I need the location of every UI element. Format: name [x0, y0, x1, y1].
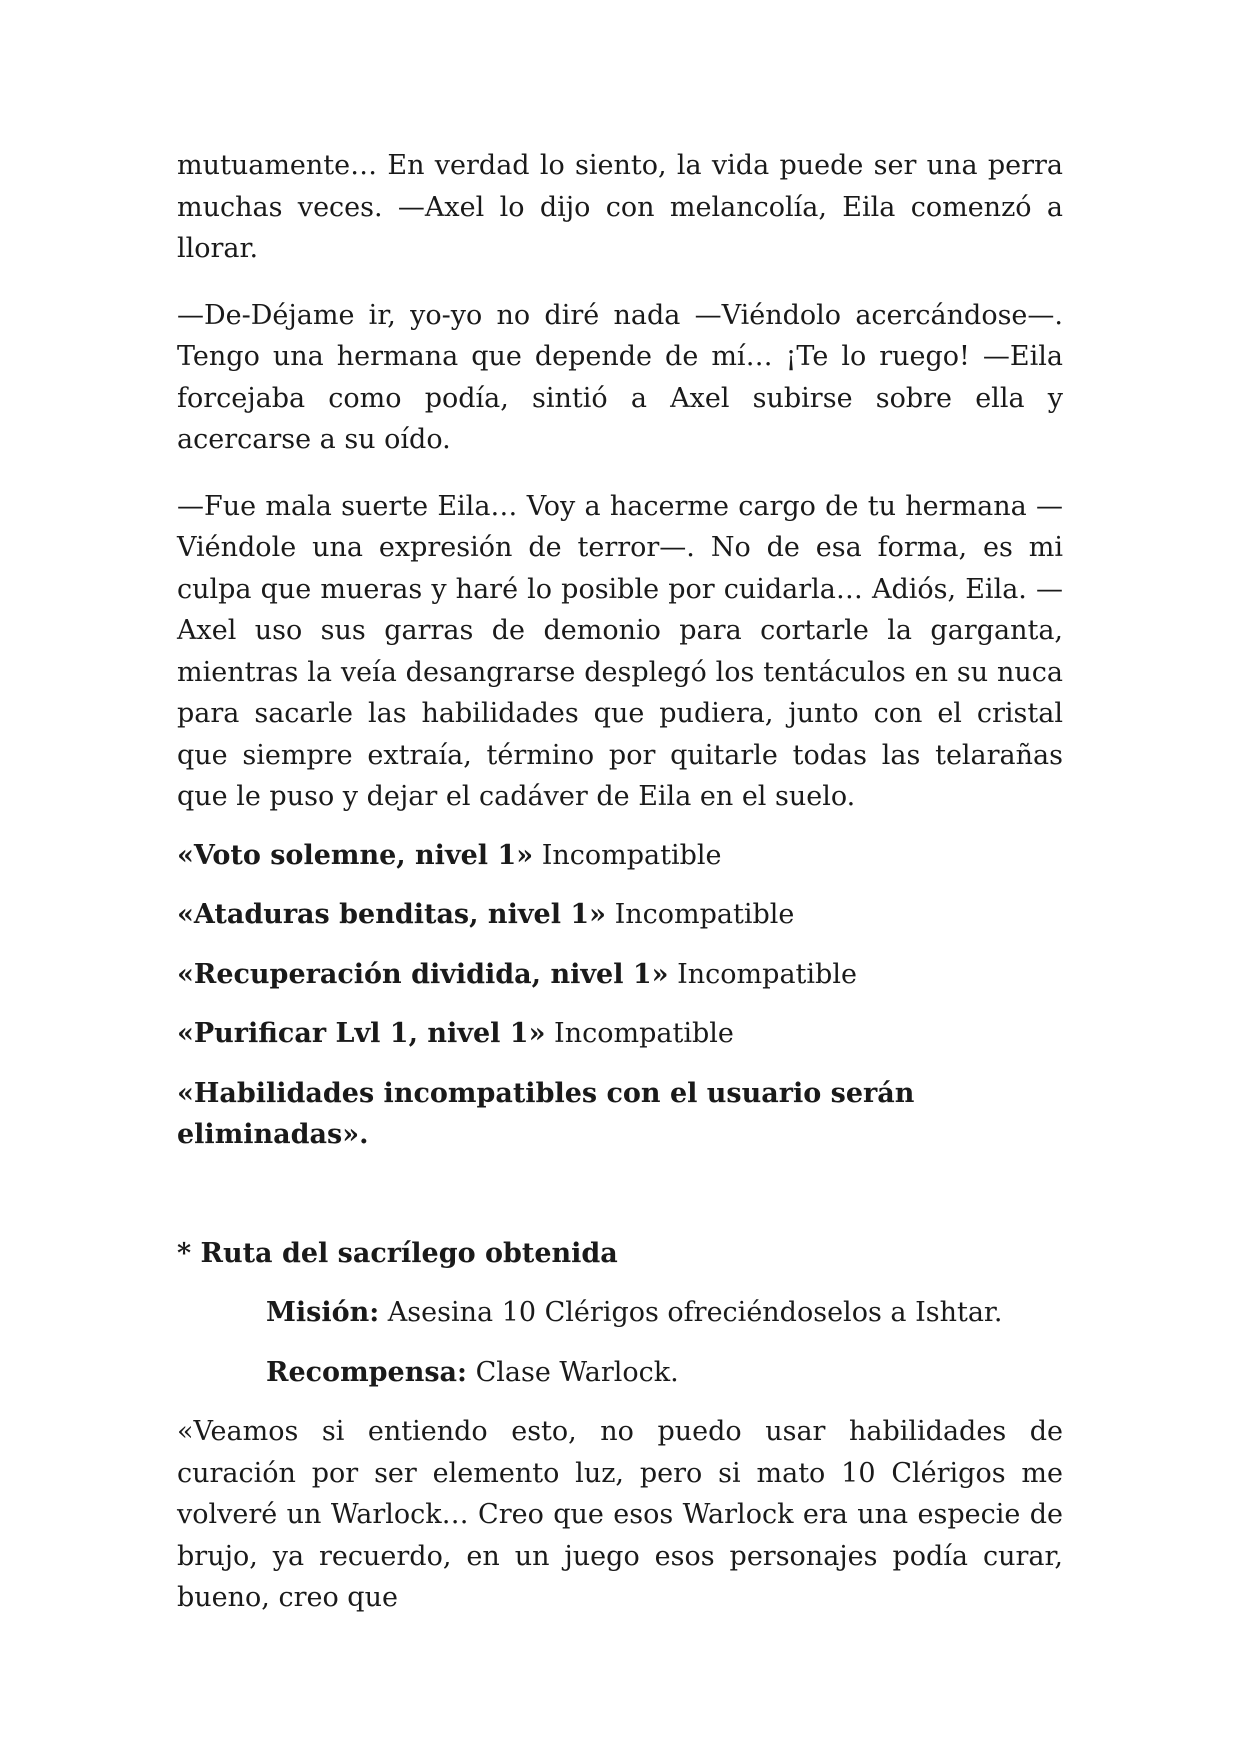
- skill-line: [177, 954, 1063, 996]
- paragraph-3: —Fue mala suerte Eila… Voy a hacerme cargo de tu hermana —Viéndole una expresión de terror—. No de esa forma, es mi culpa que mueras y haré lo posible por cuidarla… Adiós, Eila. —Axel uso sus garras de demonio para cortarle la garganta, mientras la veía desangrarse desplegó los tentáculos en su nuca para sacarle las habilidades que pudiera, junto con el cristal que siempre extraía, término por quitarle todas las telarañas que le puso y dejar el cadáver de Eila en el suelo.: [177, 490, 1063, 812]
- system-notice: [177, 1073, 1063, 1156]
- skill-name: «Ataduras benditas, nivel 1»: [177, 899, 607, 930]
- skill-line: [177, 894, 1063, 936]
- route-title-text: * Ruta del sacrílego obtenida: [177, 1237, 618, 1269]
- mission-text: Asesina 10 Clérigos ofreciéndoselos a Ishtar.: [379, 1297, 1003, 1328]
- skill-status: Incompatible: [668, 958, 857, 990]
- skill-status: Incompatible: [533, 839, 722, 871]
- skill-name: «Recuperación dividida, nivel 1»: [177, 958, 669, 990]
- skill-name: «Purificar Lvl 1, nivel 1»: [177, 1018, 546, 1049]
- page-content: [177, 145, 1063, 1619]
- reward-label: Recompensa:: [266, 1356, 467, 1388]
- system-notice-text: «Habilidades incompatibles con el usuario serán eliminadas».: [177, 1077, 915, 1150]
- paragraph-1: mutuamente… En verdad lo siento, la vida puede ser una perra muchas veces. —Axel lo dijo con melancolía, Eila comenzó a llorar.: [177, 150, 1063, 264]
- mission-line: [177, 1292, 1063, 1334]
- skill-status: Incompatible: [606, 899, 795, 930]
- skill-line: [177, 835, 1063, 877]
- skill-line: [177, 1013, 1063, 1055]
- reward-line: [177, 1352, 1063, 1394]
- skill-status: Incompatible: [545, 1018, 734, 1049]
- route-title: [177, 1233, 1063, 1275]
- paragraph-2: —De-Déjame ir, yo-yo no diré nada —Viéndolo acercándose—. Tengo una hermana que depende de mí… ¡Te lo ruego! —Eila forcejaba como podía, sintió a Axel subirse sobre ella y acercarse a su oído.: [177, 299, 1063, 455]
- skill-name: «Voto solemne, nivel 1»: [177, 839, 534, 871]
- closing-paragraph: «Veamos si entiendo esto, no puedo usar habilidades de curación por ser elemento luz, pero si mato 10 Clérigos me volveré un Warlock… Creo que esos Warlock era una especie de brujo, ya recuerdo, en un juego esos personajes podía curar, bueno, creo que: [177, 1416, 1063, 1613]
- mission-label: Misión:: [266, 1297, 380, 1328]
- reward-text: Clase Warlock.: [466, 1356, 679, 1388]
